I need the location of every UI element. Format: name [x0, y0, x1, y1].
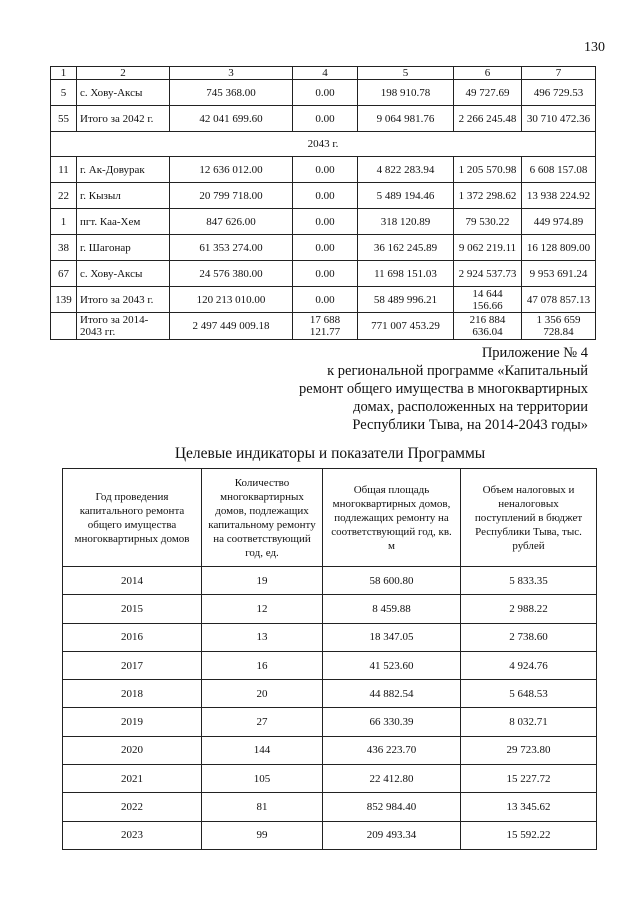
cell-name: пгт. Каа-Хем [77, 209, 170, 235]
column-number: 3 [170, 67, 293, 80]
grand-total-row [51, 313, 596, 340]
cell-num: 22 [51, 183, 77, 209]
cell-c6: 1 372 298.62 [454, 183, 522, 209]
cell-c7: 449 974.89 [522, 209, 596, 235]
cell-area: 8 459.88 [323, 595, 461, 623]
cell-c3: 12 636 012.00 [170, 157, 293, 183]
cell-year: 2023 [63, 821, 202, 849]
table-row [51, 209, 596, 235]
table-title: Целевые индикаторы и показатели Программы [174, 445, 486, 462]
cell-c7: 1 356 659 728.84 [522, 313, 596, 340]
cell-num: 139 [51, 287, 77, 313]
cell-c3: 24 576 380.00 [170, 261, 293, 287]
cell-c4: 0.00 [293, 80, 358, 106]
cell-revenue: 15 227.72 [461, 765, 597, 793]
cell-c5: 198 910.78 [358, 80, 454, 106]
cell-num: 11 [51, 157, 77, 183]
cell-total-cost: 2 497 449 009.18 [170, 313, 293, 340]
cell-count: 144 [202, 736, 323, 764]
table-row [51, 106, 596, 132]
table-row [63, 708, 597, 736]
cell-c3: 61 353 274.00 [170, 235, 293, 261]
header-cell: Общая площадь многоквартирных домов, подлежащих ремонту на соответствующий год, кв. м [323, 469, 461, 567]
cell-c6: 216 884 636.04 [454, 313, 522, 340]
column-number: 4 [293, 67, 358, 80]
cell-c4: 0.00 [293, 106, 358, 132]
cell-c6: 79 530.22 [454, 209, 522, 235]
appendix-line: ремонт общего имущества в многоквартирных [299, 381, 588, 397]
cell-c3: 120 213 010.00 [170, 287, 293, 313]
cell-num: 67 [51, 261, 77, 287]
column-number: 7 [522, 67, 596, 80]
cell-year: 2022 [63, 793, 202, 821]
table-row [63, 623, 597, 651]
cell-name: с. Хову-Аксы [77, 80, 170, 106]
appendix-line: Приложение № 4 [481, 345, 588, 361]
cell-area: 18 347.05 [323, 623, 461, 651]
cell-c5: 9 064 981.76 [358, 106, 454, 132]
year-group-row [51, 132, 596, 157]
cell-c4: 17 688 121.77 [293, 313, 358, 340]
cell-c4: 0.00 [293, 235, 358, 261]
cell-revenue: 29 723.80 [461, 736, 597, 764]
cell-area: 852 984.40 [323, 793, 461, 821]
cell-name: г. Ак-Довурак [77, 157, 170, 183]
cost-table [50, 66, 596, 340]
cell-year: 2016 [63, 623, 202, 651]
grand-total-label [77, 313, 170, 340]
table-row [63, 821, 597, 849]
cell-c4: 0.00 [293, 261, 358, 287]
cell-area: 436 223.70 [323, 736, 461, 764]
cell-year: 2014 [63, 567, 202, 595]
table-row [63, 595, 597, 623]
header-cell: Количество многоквартирных домов, подлежащих капитальному ремонту на соответствующий год, ед. [202, 469, 323, 567]
cell-count: 81 [202, 793, 323, 821]
cell-c3: 20 799 718.00 [170, 183, 293, 209]
cell-c6: 49 727.69 [454, 80, 522, 106]
cell-c7: 9 953 691.24 [522, 261, 596, 287]
table-row [51, 235, 596, 261]
cell-year: 2018 [63, 680, 202, 708]
cell-c7: 16 128 809.00 [522, 235, 596, 261]
cell-name: Итого за 2042 г. [77, 106, 170, 132]
cell-count: 105 [202, 765, 323, 793]
table-row [51, 183, 596, 209]
column-number: 6 [454, 67, 522, 80]
cell-c6: 9 062 219.11 [454, 235, 522, 261]
cell-revenue: 4 924.76 [461, 651, 597, 679]
table-row [63, 680, 597, 708]
cell-revenue: 8 032.71 [461, 708, 597, 736]
cell-c7: 30 710 472.36 [522, 106, 596, 132]
cell-area: 58 600.80 [323, 567, 461, 595]
cell-c6: 14 644 156.66 [454, 287, 522, 313]
page-number: 130 [584, 40, 605, 55]
cell-name: г. Шагонар [77, 235, 170, 261]
cell-revenue: 5 833.35 [461, 567, 597, 595]
cell-revenue: 2 988.22 [461, 595, 597, 623]
column-number: 2 [77, 67, 170, 80]
cell-c5: 58 489 996.21 [358, 287, 454, 313]
indicators-table [62, 468, 597, 850]
cell-count: 99 [202, 821, 323, 849]
cell-count: 12 [202, 595, 323, 623]
cell-name: Итого за 2043 г. [77, 287, 170, 313]
cell-c5: 36 162 245.89 [358, 235, 454, 261]
cell-count: 19 [202, 567, 323, 595]
cell-c4: 0.00 [293, 183, 358, 209]
cell-c5: 4 822 283.94 [358, 157, 454, 183]
cell-c4: 0.00 [293, 157, 358, 183]
cell-c4: 0.00 [293, 287, 358, 313]
cell-count: 16 [202, 651, 323, 679]
appendix-heading [270, 344, 588, 434]
cell-c5: 5 489 194.46 [358, 183, 454, 209]
cell-year: 2015 [63, 595, 202, 623]
appendix-line: домах, расположенных на территории [353, 399, 588, 415]
cell-revenue: 5 648.53 [461, 680, 597, 708]
grand-total-label-line: 2043 гг. [80, 326, 116, 338]
appendix-line: к региональной программе «Капитальный [327, 363, 588, 379]
header-row [63, 469, 597, 567]
cell-revenue: 13 345.62 [461, 793, 597, 821]
cell-c5: 11 698 151.03 [358, 261, 454, 287]
table-row [51, 261, 596, 287]
cell-c4: 0.00 [293, 209, 358, 235]
cell-c5: 771 007 453.29 [358, 313, 454, 340]
grand-total-label-line: Итого за 2014- [80, 314, 149, 326]
column-number-row [51, 67, 596, 80]
cell-area: 44 882.54 [323, 680, 461, 708]
cell-num: 5 [51, 80, 77, 106]
year-group-label: 2043 г. [51, 132, 596, 157]
cell-area: 66 330.39 [323, 708, 461, 736]
cell-year: 2021 [63, 765, 202, 793]
table-row [63, 765, 597, 793]
cell-count: 20 [202, 680, 323, 708]
cell-c7: 496 729.53 [522, 80, 596, 106]
cell-year: 2019 [63, 708, 202, 736]
column-number: 1 [51, 67, 77, 80]
table-row [51, 157, 596, 183]
table-row [63, 651, 597, 679]
cell-count: 13 [202, 623, 323, 651]
cell-c6: 2 924 537.73 [454, 261, 522, 287]
cell-c6: 1 205 570.98 [454, 157, 522, 183]
column-number: 5 [358, 67, 454, 80]
cell-c5: 318 120.89 [358, 209, 454, 235]
cell-num: 1 [51, 209, 77, 235]
appendix-line: Республики Тыва, на 2014-2043 годы» [352, 417, 588, 433]
header-cell: Год проведения капитального ремонта общего имущества многоквартирных домов [63, 469, 202, 567]
header-cell: Объем налоговых и неналоговых поступлений в бюджет Республики Тыва, тыс. рублей [461, 469, 597, 567]
cell-c6: 2 266 245.48 [454, 106, 522, 132]
cell-revenue: 15 592.22 [461, 821, 597, 849]
cell-area: 22 412.80 [323, 765, 461, 793]
cell-c7: 6 608 157.08 [522, 157, 596, 183]
cell-c3: 847 626.00 [170, 209, 293, 235]
cell-num [51, 313, 77, 340]
cell-area: 41 523.60 [323, 651, 461, 679]
cell-revenue: 2 738.60 [461, 623, 597, 651]
cell-c3: 42 041 699.60 [170, 106, 293, 132]
cell-year: 2020 [63, 736, 202, 764]
cell-num: 55 [51, 106, 77, 132]
cell-num: 38 [51, 235, 77, 261]
cell-area: 209 493.34 [323, 821, 461, 849]
cell-c7: 47 078 857.13 [522, 287, 596, 313]
table-row [63, 567, 597, 595]
table-row [51, 80, 596, 106]
table-row [63, 793, 597, 821]
cell-year: 2017 [63, 651, 202, 679]
cell-name: с. Хову-Аксы [77, 261, 170, 287]
cell-name: г. Кызыл [77, 183, 170, 209]
cell-count: 27 [202, 708, 323, 736]
cell-c3: 745 368.00 [170, 80, 293, 106]
cell-c7: 13 938 224.92 [522, 183, 596, 209]
table-row [63, 736, 597, 764]
table-row [51, 287, 596, 313]
